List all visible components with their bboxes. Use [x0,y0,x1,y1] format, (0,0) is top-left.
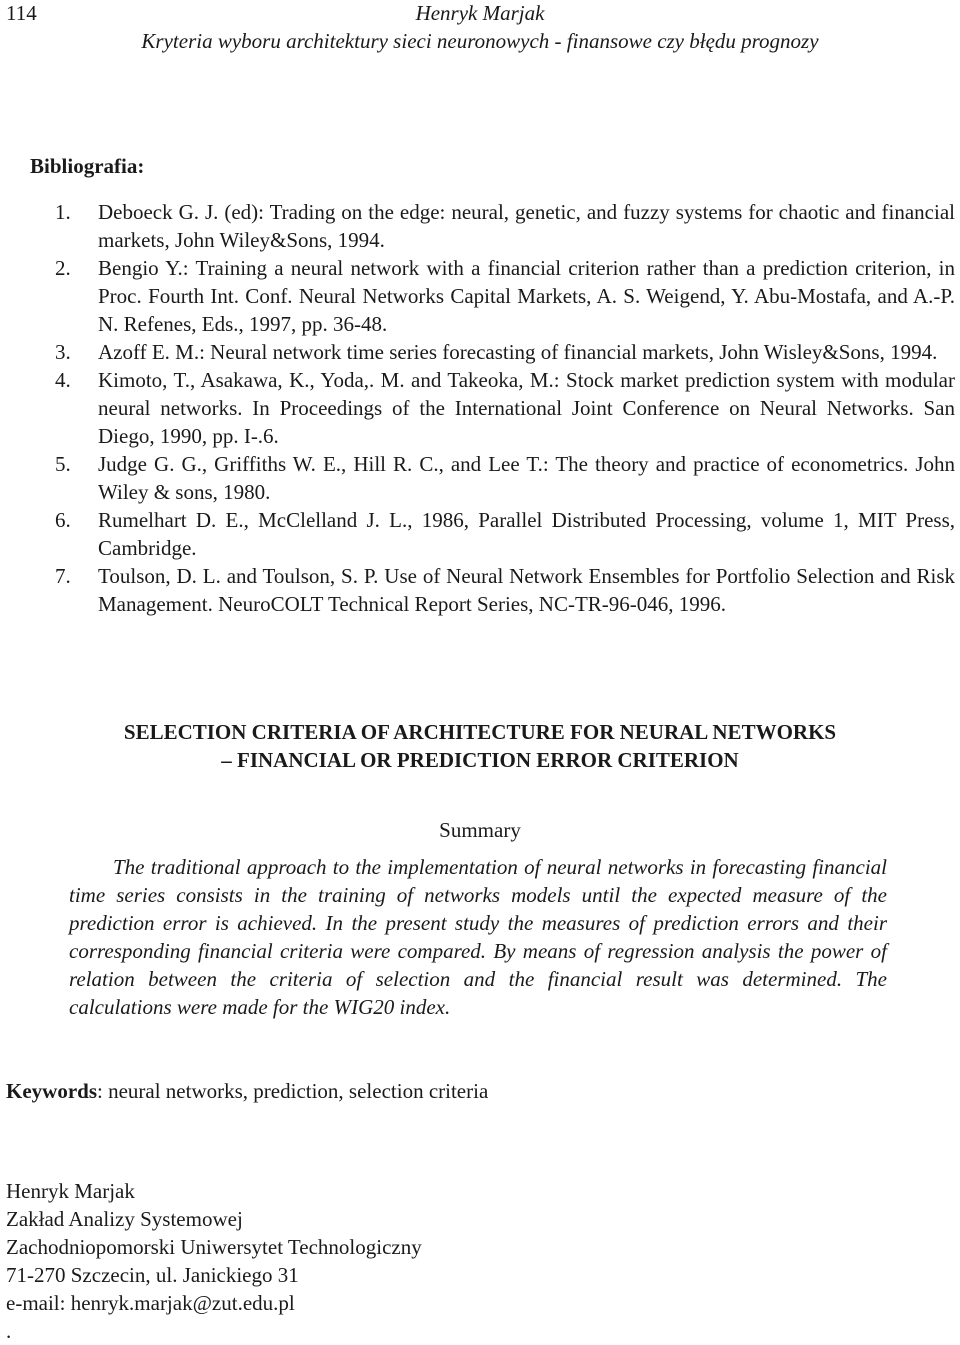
bibliography-item-text: Toulson, D. L. and Toulson, S. P. Use of Neural Network Ensembles for Portfolio Selection and Risk Management. NeuroCOLT Technical Report Series, NC-TR-96-046, 1996. [98,564,955,616]
bibliography-item-text: Judge G. G., Griffiths W. E., Hill R. C., and Lee T.: The theory and practice of econometrics. John Wiley & sons, 1980. [98,452,955,504]
bibliography-item-number: 3. [55,340,71,364]
running-header-title: Kryteria wyboru architektury sieci neuronowych - finansowe czy błędu prognozy [141,29,819,53]
english-title-line-2: – FINANCIAL OR PREDICTION ERROR CRITERION [221,748,739,772]
summary-text: The traditional approach to the implementation of neural networks in forecasting financial time series consists in the training of networks models until the expected measure of the prediction error is achieved. In the present study the measures of prediction errors and their corresponding financial criteria were compared. By means of regression analysis the power of relation between the criteria of selection and the financial result was determined. The calculations were made for the WIG20 index. [69,855,887,1019]
summary-heading: Summary [439,818,521,842]
affiliation-address: 71-270 Szczecin, ul. Janickiego 31 [6,1263,299,1287]
english-title-line-1: SELECTION CRITERIA OF ARCHITECTURE FOR NEURAL NETWORKS [123,720,837,744]
bibliography-item-text: Deboeck G. J. (ed): Trading on the edge: neural, genetic, and fuzzy systems for chaotic and financial markets, John Wiley&Sons, 1994. [98,200,955,252]
keywords-label: Keywords [6,1079,97,1103]
affiliation-trailing-dot: . [6,1319,12,1343]
bibliography-item [55,450,955,506]
page-number: 114 [6,1,37,25]
bibliography-item-text: Bengio Y.: Training a neural network with a financial criterion rather than a prediction criterion, in Proc. Fourth Int. Conf. Neural Networks Capital Markets, A. S. Weigend, Y. Abu-Mostafa, and A.-P. N. Refenes, Eds., 1997, pp. 36-48. [98,256,955,336]
bibliography-item [55,198,955,254]
affiliation-university: Zachodniopomorski Uniwersytet Technologiczny [6,1235,422,1259]
bibliography-item-text: Kimoto, T., Asakawa, K., Yoda,. M. and Takeoka, M.: Stock market prediction system with modular neural networks. In Proceedings of the International Joint Conference on Neural Networks. San Diego, 1990, pp. I-.6. [98,368,955,448]
english-title [0,718,960,774]
bibliography-heading: Bibliografia: [30,154,145,178]
bibliography-item-number: 5. [55,452,71,476]
bibliography-item-number: 4. [55,368,71,392]
bibliography-item [55,366,955,450]
bibliography-item-number: 2. [55,256,71,280]
bibliography-item-number: 7. [55,564,71,588]
bibliography-item [55,338,955,366]
bibliography-item [55,254,955,338]
author-affiliation [6,1177,422,1345]
keywords-text: : neural networks, prediction, selection criteria [97,1079,489,1103]
affiliation-department: Zakład Analizy Systemowej [6,1207,243,1231]
bibliography-item-number: 1. [55,200,71,224]
bibliography-item-text: Azoff E. M.: Neural network time series forecasting of financial markets, John Wisley&Sons, 1994. [98,340,938,364]
affiliation-email: e-mail: henryk.marjak@zut.edu.pl [6,1291,295,1315]
bibliography-item [55,562,955,618]
bibliography-item-number: 6. [55,508,71,532]
bibliography-list [55,198,955,618]
keywords-line [6,1077,488,1105]
bibliography-item-text: Rumelhart D. E., McClelland J. L., 1986, Parallel Distributed Processing, volume 1, MIT Press, Cambridge. [98,508,955,560]
affiliation-name: Henryk Marjak [6,1179,135,1203]
running-header-author: Henryk Marjak [415,1,545,25]
bibliography-item [55,506,955,562]
